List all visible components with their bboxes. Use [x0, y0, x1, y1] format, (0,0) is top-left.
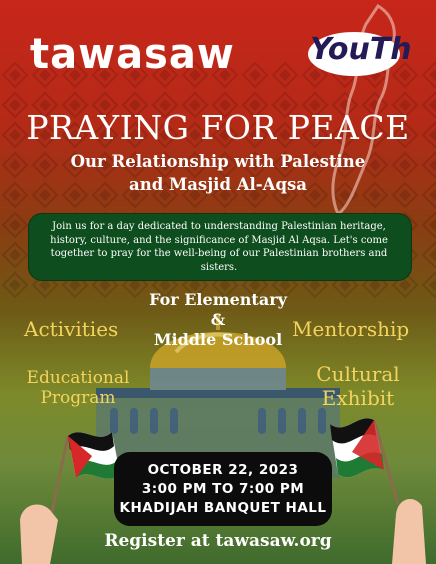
- feature-mentorship: Mentorship: [292, 317, 410, 341]
- event-subtitle: Our Relationship with Palestine and Masjid Al-Aqsa: [70, 152, 366, 194]
- event-venue: KHADIJAH BANQUET HALL: [119, 500, 327, 516]
- feature-educational-line-2: Program: [40, 388, 116, 408]
- event-title: PRAYING FOR PEACE: [26, 108, 410, 147]
- feature-activities: Activities: [24, 317, 119, 341]
- feature-cultural-line-2: Exhibit: [321, 386, 395, 410]
- event-description: Join us for a day dedicated to understanding Palestinian heritage, history, culture, and the significance of Masjid Al Aqsa. Let's come together to pray for the well-being of our Palestinian brothers and sisters.: [50, 221, 388, 273]
- feature-educational-program: [16, 368, 140, 408]
- tawasaw-logo: tawasaw: [30, 30, 235, 79]
- youth-logo: [308, 26, 412, 78]
- audience-ampersand: &: [210, 310, 226, 329]
- feature-educational-line-1: Educational: [26, 368, 130, 388]
- register-link[interactable]: Register at tawasaw.org: [104, 531, 332, 551]
- feature-cultural-line-1: Cultural: [316, 362, 400, 386]
- event-time: 3:00 PM TO 7:00 PM: [141, 481, 305, 497]
- feature-cultural-exhibit: [306, 362, 410, 410]
- audience-info: [136, 290, 300, 350]
- youth-logo-text: YouTh: [310, 32, 412, 67]
- audience-line-3: Middle School: [153, 330, 283, 349]
- event-date: OCTOBER 22, 2023: [147, 462, 299, 478]
- audience-line-1: For Elementary: [149, 290, 287, 309]
